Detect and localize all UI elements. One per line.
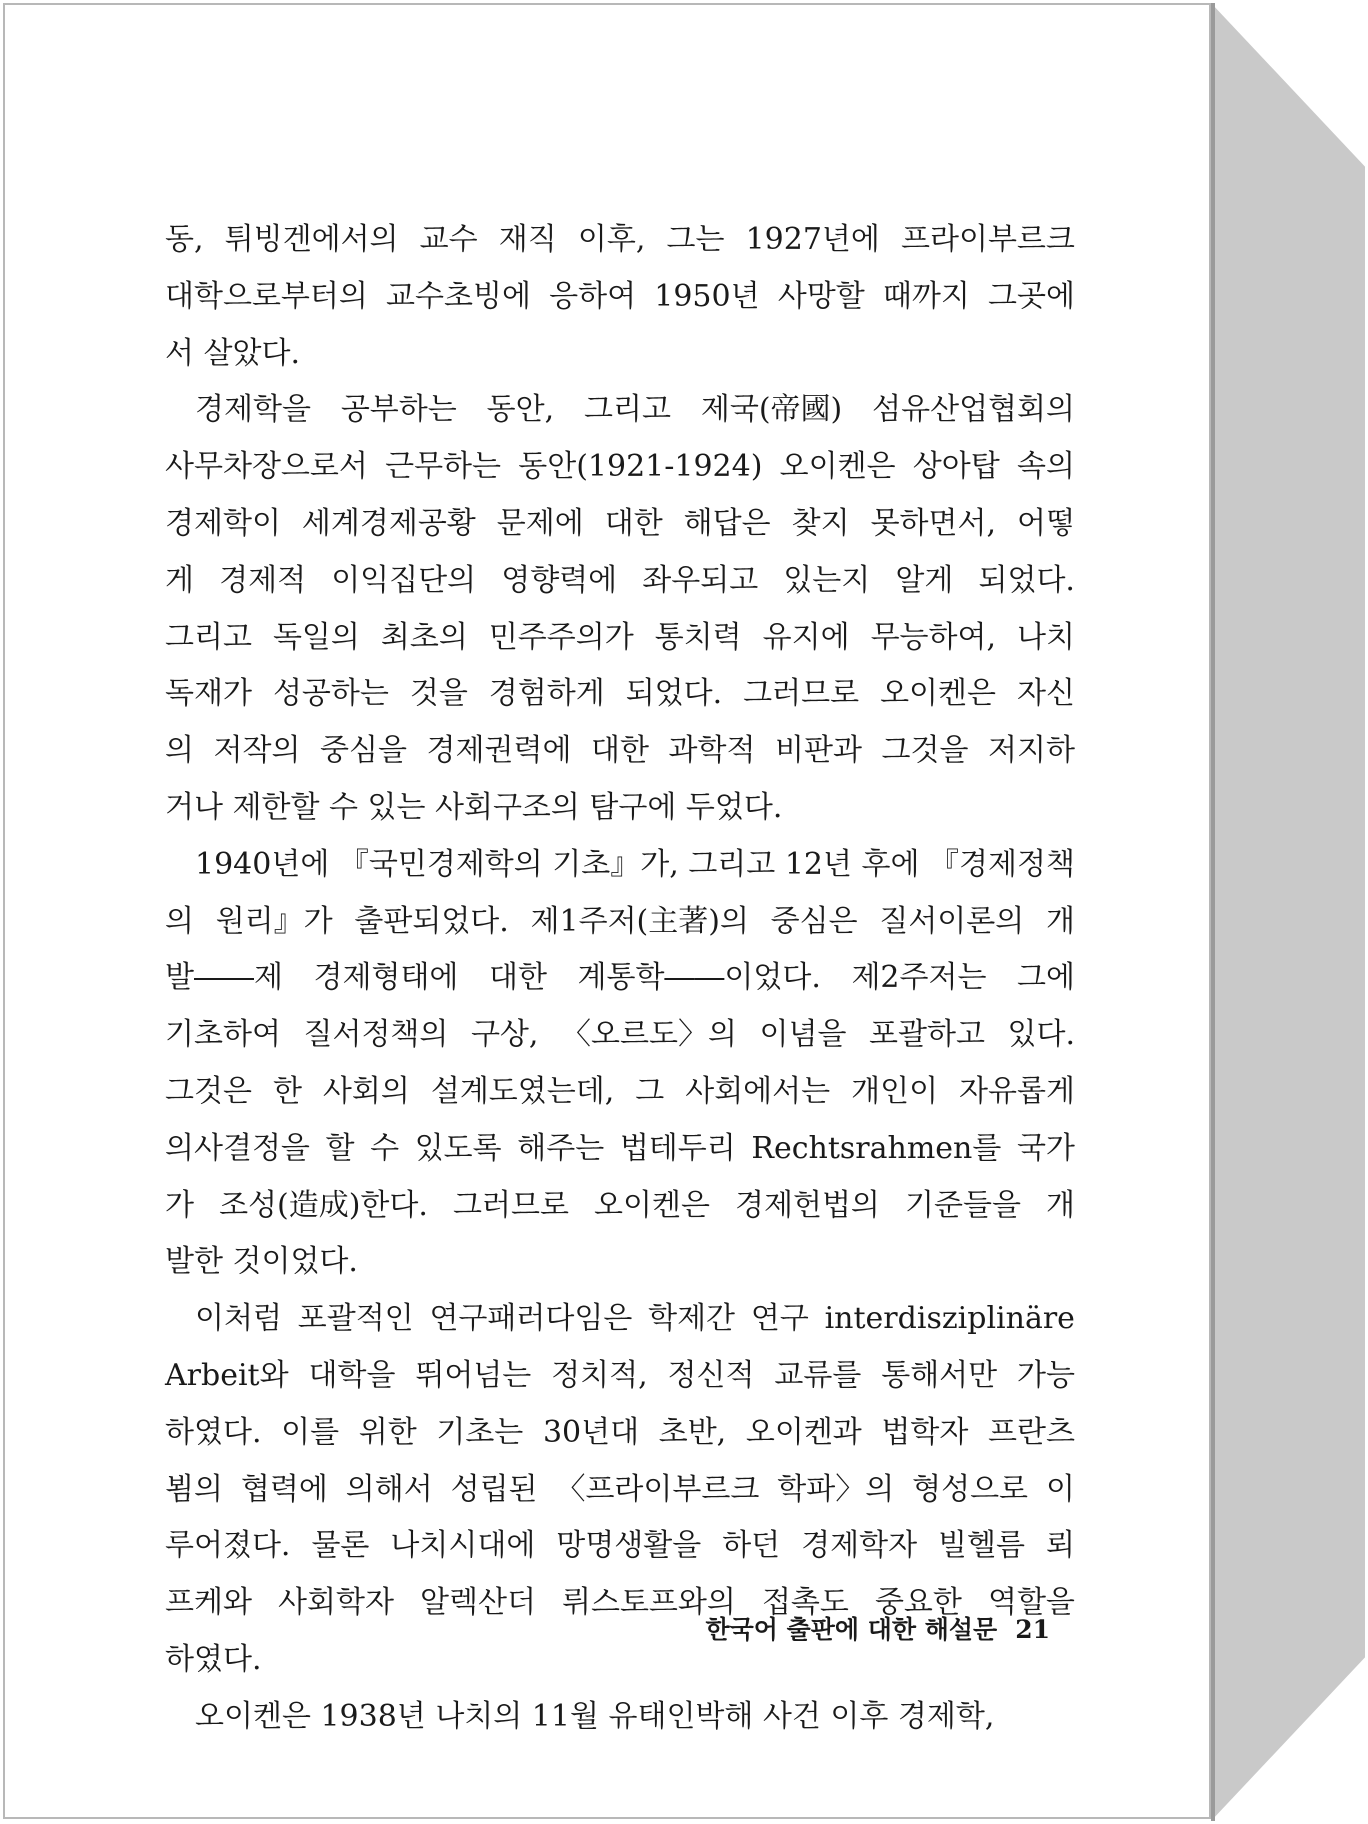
paragraph xyxy=(165,1689,1075,1746)
page-footer xyxy=(700,1610,1050,1646)
text-line: 경제학이 세계경제공황 문제에 대한 해답은 찾지 못하면서, 어떻 xyxy=(165,505,1075,541)
text-line: 오이켄은 1938년 나치의 11월 유태인박해 사건 이후 경제학, xyxy=(195,1698,995,1734)
text-line: 의 저작의 중심을 경제권력에 대한 과학적 비판과 그것을 저지하 xyxy=(165,733,1075,769)
text-line: 의사결정을 할 수 있도록 해주는 법테두리 Rechtsrahmen를 국가 xyxy=(165,1130,1075,1166)
page-stack-border xyxy=(1211,3,1215,1821)
text-line: 그것은 한 사회의 설계도였는데, 그 사회에서는 개인이 자유롭게 xyxy=(165,1073,1075,1109)
text-line: 가 조성(造成)한다. 그러므로 오이켄은 경제헌법의 기준들을 개 xyxy=(165,1187,1075,1223)
text-line: 게 경제적 이익집단의 영향력에 좌우되고 있는지 알게 되었다. xyxy=(165,562,1075,598)
body-text xyxy=(165,212,1075,1746)
text-line: 대학으로부터의 교수초빙에 응하여 1950년 사망할 때까지 그곳에 xyxy=(165,278,1075,314)
text-line: 하였다. 이를 위한 기초는 30년대 초반, 오이켄과 법학자 프란츠 xyxy=(165,1414,1075,1450)
text-line: 사무차장으로서 근무하는 동안(1921-1924) 오이켄은 상아탑 속의 xyxy=(165,449,1075,485)
text-line: 1940년에 『국민경제학의 기초』가, 그리고 12년 후에 『경제정책 xyxy=(195,846,1075,882)
text-line: 프케와 사회학자 알렉산더 뤼스토프와의 접촉도 중요한 역할을 xyxy=(165,1585,1075,1621)
text-line: 발――제 경제형태에 대한 계통학――이었다. 제2주저는 그에 xyxy=(165,960,1075,996)
text-line: 거나 제한할 수 있는 사회구조의 탐구에 두었다. xyxy=(165,789,783,825)
text-line: 서 살았다. xyxy=(165,335,300,371)
text-line: 루어졌다. 물론 나치시대에 망명생활을 하던 경제학자 빌헬름 뢰 xyxy=(165,1528,1075,1564)
text-line: 경제학을 공부하는 동안, 그리고 제국(帝國) 섬유산업협회의 xyxy=(195,392,1075,428)
paragraph xyxy=(165,382,1075,836)
text-line: 뵘의 협력에 의해서 성립된 〈프라이부르크 학파〉의 형성으로 이 xyxy=(165,1471,1075,1507)
running-head: 한국어 출판에 대한 해설문 xyxy=(705,1615,998,1644)
paragraph xyxy=(165,212,1075,382)
text-line: 그리고 독일의 최초의 민주주의가 통치력 유지에 무능하여, 나치 xyxy=(165,619,1075,655)
paragraph xyxy=(165,837,1075,1291)
text-line: 기초하여 질서정책의 구상, 〈오르도〉의 이념을 포괄하고 있다. xyxy=(165,1017,1075,1053)
text-line: 동, 튀빙겐에서의 교수 재직 이후, 그는 1927년에 프라이부르크 xyxy=(165,222,1075,257)
page-number: 21 xyxy=(1015,1615,1050,1644)
text-line: 독재가 성공하는 것을 경험하게 되었다. 그러므로 오이켄은 자신 xyxy=(165,676,1075,712)
text-line: 의 원리』가 출판되었다. 제1주저(主著)의 중심은 질서이론의 개 xyxy=(165,903,1075,939)
text-line: Arbeit와 대학을 뛰어넘는 정치적, 정신적 교류를 통해서만 가능 xyxy=(165,1357,1075,1393)
text-line: 이처럼 포괄적인 연구패러다임은 학제간 연구 interdisziplinäre xyxy=(195,1301,1075,1337)
text-line: 하였다. xyxy=(165,1641,262,1677)
page-stack-edge xyxy=(1211,3,1365,1821)
text-line: 발한 것이었다. xyxy=(165,1244,358,1280)
